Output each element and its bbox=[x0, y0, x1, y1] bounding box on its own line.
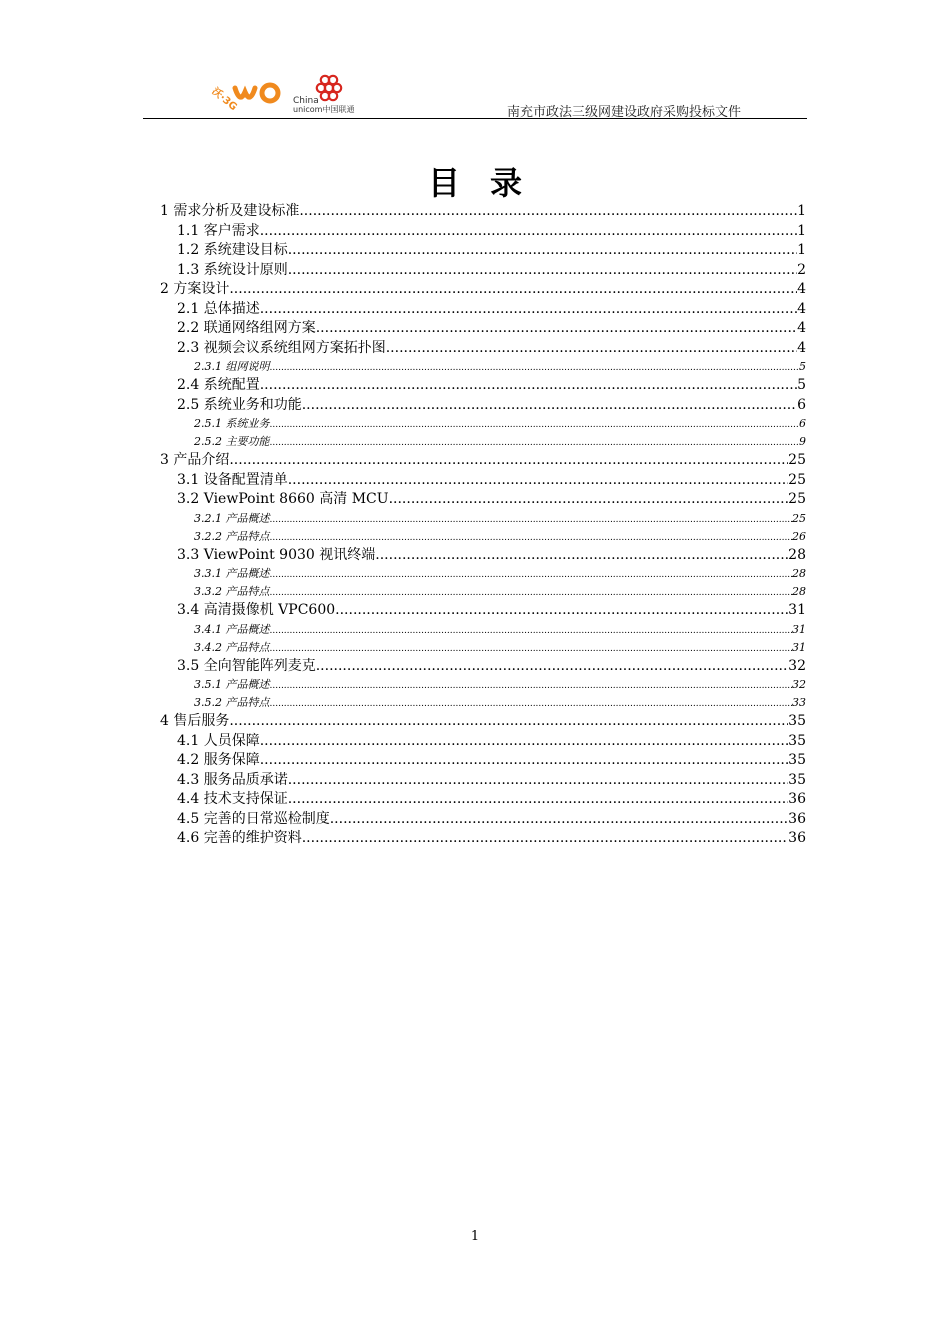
toc-leader-dots bbox=[270, 622, 793, 639]
toc-entry[interactable] bbox=[160, 451, 806, 471]
toc-entry[interactable] bbox=[160, 657, 806, 677]
toc-entry[interactable] bbox=[160, 471, 806, 491]
toc-entry-title: 1 需求分析及建设标准 bbox=[160, 203, 300, 219]
toc-leader-dots bbox=[389, 490, 789, 510]
toc-entry[interactable] bbox=[160, 583, 806, 601]
toc-entry-page: 35 bbox=[788, 771, 806, 788]
toc-leader-dots bbox=[288, 790, 788, 810]
toc-leader-dots bbox=[229, 451, 788, 471]
toc-entry[interactable] bbox=[160, 241, 806, 261]
toc-entry-title: 3 产品介绍 bbox=[160, 452, 230, 468]
toc-entry[interactable] bbox=[160, 396, 806, 416]
toc-entry-page: 6 bbox=[797, 396, 806, 413]
toc-entry-page: 31 bbox=[788, 602, 806, 618]
toc-entry-page: 28 bbox=[792, 567, 806, 580]
toc-entry-title: 3.2.1 产品概述 bbox=[194, 511, 270, 525]
toc-entry-title: 3.4.1 产品概述 bbox=[194, 622, 270, 636]
toc-leader-dots bbox=[316, 319, 797, 339]
toc-entry[interactable] bbox=[160, 376, 806, 396]
toc-leader-dots bbox=[260, 376, 797, 396]
toc-entry[interactable] bbox=[160, 565, 806, 583]
toc-entry[interactable] bbox=[160, 621, 806, 639]
toc-entry[interactable] bbox=[160, 790, 806, 810]
toc-leader-dots bbox=[270, 695, 793, 712]
toc-leader-dots bbox=[316, 657, 788, 677]
toc-entry-title: 3.5 全向智能阵列麦克 bbox=[177, 657, 316, 674]
toc-leader-dots bbox=[270, 677, 793, 694]
toc-entry[interactable] bbox=[160, 490, 806, 510]
toc-entry-title: 2.4 系统配置 bbox=[177, 377, 260, 393]
toc-entry-page: 25 bbox=[788, 452, 806, 468]
toc-leader-dots bbox=[260, 300, 797, 320]
toc-entry-page: 32 bbox=[792, 678, 806, 691]
toc-entry-title: 4.2 服务保障 bbox=[177, 752, 260, 768]
toc-entry[interactable] bbox=[160, 222, 806, 242]
toc-entry[interactable] bbox=[160, 829, 806, 849]
toc-entry-title: 3.3 ViewPoint 9030 视讯终端 bbox=[177, 546, 376, 563]
toc-entry-page: 36 bbox=[788, 810, 806, 827]
toc-entry-page: 25 bbox=[788, 471, 806, 488]
toc-leader-dots bbox=[375, 546, 788, 566]
toc-entry-page: 35 bbox=[788, 732, 806, 749]
page-number: 1 bbox=[470, 1229, 480, 1244]
toc-entry[interactable] bbox=[160, 202, 806, 222]
document-title: 南充市政法三级网建设政府采购投标文件 bbox=[506, 105, 741, 120]
toc-entry-title: 2 方案设计 bbox=[160, 281, 230, 297]
toc-entry[interactable] bbox=[160, 415, 806, 433]
toc-entry[interactable] bbox=[160, 358, 806, 376]
toc-entry-page: 4 bbox=[797, 339, 806, 356]
toc-entry-page: 25 bbox=[792, 511, 806, 525]
toc-leader-dots bbox=[288, 471, 788, 491]
toc-leader-dots bbox=[270, 529, 793, 546]
toc-entry[interactable] bbox=[160, 751, 806, 771]
toc-entry-page: 33 bbox=[792, 696, 806, 709]
toc-entry-title: 2.5.2 主要功能 bbox=[194, 435, 270, 448]
svg-text:China: China bbox=[293, 96, 319, 106]
toc-entry-page: 26 bbox=[792, 529, 806, 543]
toc-entry-page: 1 bbox=[797, 203, 806, 219]
toc-entry-title: 2.5 系统业务和功能 bbox=[177, 396, 302, 413]
toc-entry-title: 3.2 ViewPoint 8660 高清 MCU bbox=[177, 491, 389, 507]
toc-entry[interactable] bbox=[160, 433, 806, 451]
toc-entry-title: 3.2.2 产品特点 bbox=[194, 529, 270, 543]
toc-entry[interactable] bbox=[160, 510, 806, 528]
toc-entry-title: 3.4 高清摄像机 VPC600 bbox=[177, 602, 336, 618]
toc-entry-title: 4.6 完善的维护资料 bbox=[177, 830, 302, 846]
toc-entry[interactable] bbox=[160, 810, 806, 830]
toc-entry-title: 1.3 系统设计原则 bbox=[177, 261, 288, 278]
toc-entry-title: 1.2 系统建设目标 bbox=[177, 242, 288, 258]
toc-entry-page: 28 bbox=[788, 546, 806, 563]
toc-leader-dots bbox=[260, 751, 788, 771]
toc-entry-title: 3.1 设备配置清单 bbox=[177, 471, 288, 488]
toc-entry-title: 3.3.1 产品概述 bbox=[194, 567, 270, 580]
table-of-contents bbox=[160, 202, 806, 849]
toc-entry[interactable] bbox=[160, 546, 806, 566]
toc-leader-dots bbox=[288, 261, 797, 281]
toc-entry-page: 5 bbox=[799, 360, 806, 373]
toc-leader-dots bbox=[302, 829, 788, 849]
toc-leader-dots bbox=[299, 202, 797, 222]
toc-leader-dots bbox=[335, 601, 788, 621]
toc-leader-dots bbox=[270, 511, 793, 528]
toc-entry-title: 4.3 服务品质承诺 bbox=[177, 771, 288, 788]
toc-entry-page: 1 bbox=[797, 222, 806, 239]
toc-entry-page: 31 bbox=[792, 622, 806, 636]
toc-entry[interactable] bbox=[160, 639, 806, 657]
toc-leader-dots bbox=[260, 732, 788, 752]
toc-entry-title: 2.1 总体描述 bbox=[177, 300, 260, 317]
toc-entry-page: 4 bbox=[797, 300, 806, 317]
toc-entry-page: 31 bbox=[792, 640, 806, 654]
toc-entry-page: 4 bbox=[797, 281, 806, 297]
toc-entry-page: 36 bbox=[788, 830, 806, 846]
toc-entry[interactable] bbox=[160, 339, 806, 359]
toc-entry-page: 36 bbox=[788, 791, 806, 807]
toc-leader-dots bbox=[386, 339, 797, 359]
toc-leader-dots bbox=[270, 359, 800, 376]
toc-leader-dots bbox=[229, 712, 788, 732]
toc-leader-dots bbox=[288, 241, 797, 261]
toc-leader-dots bbox=[270, 416, 800, 433]
toc-entry-title: 2.5.1 系统业务 bbox=[194, 417, 270, 430]
toc-entry-page: 6 bbox=[799, 417, 806, 430]
toc-entry[interactable] bbox=[160, 771, 806, 791]
toc-entry-title: 4.5 完善的日常巡检制度 bbox=[177, 810, 330, 827]
svg-text:unicom中国联通: unicom中国联通 bbox=[293, 105, 355, 114]
toc-entry-title: 2.2 联通网络组网方案 bbox=[177, 320, 316, 336]
toc-entry-title: 3.5.2 产品特点 bbox=[194, 696, 270, 709]
toc-leader-dots bbox=[229, 280, 797, 300]
toc-entry[interactable] bbox=[160, 676, 806, 694]
toc-entry-title: 4 售后服务 bbox=[160, 713, 230, 729]
toc-entry[interactable] bbox=[160, 694, 806, 712]
toc-entry-page: 5 bbox=[797, 377, 806, 393]
toc-entry-title: 3.3.2 产品特点 bbox=[194, 585, 270, 598]
toc-entry[interactable] bbox=[160, 319, 806, 339]
toc-entry-title: 1.1 客户需求 bbox=[177, 222, 260, 239]
toc-leader-dots bbox=[288, 771, 788, 791]
toc-leader-dots bbox=[270, 434, 800, 451]
toc-entry-page: 35 bbox=[788, 713, 806, 729]
toc-leader-dots bbox=[330, 810, 788, 830]
toc-entry-title: 3.5.1 产品概述 bbox=[194, 678, 270, 691]
toc-entry[interactable] bbox=[160, 712, 806, 732]
toc-entry-page: 35 bbox=[788, 752, 806, 768]
china-unicom-logo bbox=[209, 70, 369, 116]
toc-entry-title: 3.4.2 产品特点 bbox=[194, 640, 270, 654]
toc-entry-page: 9 bbox=[799, 435, 806, 448]
toc-entry-page: 25 bbox=[788, 491, 806, 507]
toc-entry-title: 2.3 视频会议系统组网方案拓扑图 bbox=[177, 339, 386, 356]
toc-entry-title: 2.3.1 组网说明 bbox=[194, 360, 270, 373]
svg-text:沃·3G: 沃·3G bbox=[209, 86, 239, 114]
toc-entry[interactable] bbox=[160, 280, 806, 300]
toc-leader-dots bbox=[260, 222, 797, 242]
toc-leader-dots bbox=[270, 584, 793, 601]
toc-entry-page: 4 bbox=[797, 320, 806, 336]
toc-leader-dots bbox=[270, 640, 793, 657]
page-header bbox=[143, 68, 807, 119]
toc-entry-page: 32 bbox=[788, 657, 806, 674]
toc-entry[interactable] bbox=[160, 601, 806, 621]
toc-entry[interactable] bbox=[160, 732, 806, 752]
toc-entry-title: 4.1 人员保障 bbox=[177, 732, 260, 749]
toc-entry-title: 4.4 技术支持保证 bbox=[177, 791, 288, 807]
toc-entry-page: 28 bbox=[792, 585, 806, 598]
toc-entry-page: 2 bbox=[797, 261, 806, 278]
toc-entry-page: 1 bbox=[797, 242, 806, 258]
toc-leader-dots bbox=[270, 566, 793, 583]
toc-entry[interactable] bbox=[160, 261, 806, 281]
toc-entry[interactable] bbox=[160, 300, 806, 320]
toc-heading: 目录 bbox=[427, 164, 552, 202]
toc-leader-dots bbox=[302, 396, 797, 416]
toc-entry[interactable] bbox=[160, 528, 806, 546]
